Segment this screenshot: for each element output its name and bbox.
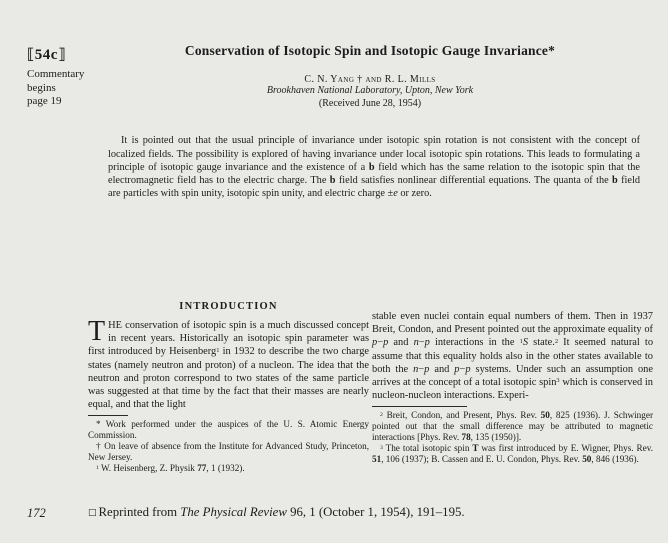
introduction-heading: INTRODUCTION [179,301,278,312]
reprint-line [88,505,465,520]
affiliation-line: Brookhaven National Laboratory, Upton, New York [266,85,474,96]
body-paragraph: THE conservation of isotopic spin is a much discussed concept in recent years. Historically an isotopic spin parameter was first introduced by Heisenberg$^1$ in 1932 to describe the two charge states (namely neutron and proton) of a nucleon. The idea that the neutron and proton correspond to two states of the same particle was suggested at that time by the fact that their masses are nearly equal, and that the light [88,316,369,411]
footnote-item: † On leave of absence from the Institute for Advanced Study, Princeton, New Jersey. [88,441,369,463]
reprint-text: Reprinted from The Physical Review 96, 1 (October 1, 1954), 191–195. [98,505,465,519]
footnote-rule [88,415,128,416]
footnote-item: $^1$ W. Heisenberg, Z. Physik 77, 1 (1932). [96,463,245,474]
left-column [88,301,369,474]
authors-line: C. N. Yang † and R. L. Mills [304,74,436,85]
commentary-line: Commentary [27,68,85,80]
box-icon: □ [88,508,97,518]
footnote-rule [372,406,467,407]
page-number: 172 [27,506,46,520]
footnote-item: $^2$ Breit, Condon, and Present, Phys. Rev. 50, 825 (1936). J. Schwinger pointed out that the small difference may be attributed to magnetic interactions [Phys. Rev. 78, 135 (1950)]. [372,410,653,443]
received-date-line: (Received June 28, 1954) [318,98,422,109]
margin-commentary-note [27,68,84,109]
body-paragraph: stable even nuclei contain equal numbers of them. Then in 1937 Breit, Condon, and Present pointed out the approximate equality of p−p and n−p interactions in the $^1$S state.$^2$ It seemed natural to assume that this equality holds also in the other states available to both the n−p and p−p systems. Under such an assumption one arrives at the concept of a total isotopic spin$^3$ which is conserved in nucleon-nucleon interactions. Experi- [372,311,654,402]
paper-header [88,43,652,109]
drop-cap: T [88,316,106,347]
commentary-line: begins [27,81,56,94]
footnote-item: $^3$ The total isotopic spin T was first introduced by E. Wigner, Phys. Rev. 51, 106 (1937); B. Cassen and E. U. Condon, Phys. Rev. 50, 846 (1936). [372,443,653,465]
abstract-paragraph: It is pointed out that the usual principle of invariance under isotopic spin rotation is not consistent with the concept of localized fields. The possibility is explored of having invariance under local isotopic spin rotations. This leads to formulating a principle of isotopic gauge invariance and the existence of a b field which has the same relation to the isotopic spin that the electromagnetic field has to the electric charge. The b field satisfies nonlinear differential equations. The quanta of the b field are particles with spin unity, isotopic spin unity, and electric charge ±e or zero. [108,135,640,200]
margin-item-label: ⟦54c⟧ [27,47,66,63]
paper-title: Conservation of Isotopic Spin and Isotopic Gauge Invariance* [184,43,556,58]
footnote-item: * Work performed under the auspices of the U. S. Atomic Energy Commission. [88,419,369,441]
commentary-line: page 19 [27,95,62,107]
right-column [372,310,653,465]
